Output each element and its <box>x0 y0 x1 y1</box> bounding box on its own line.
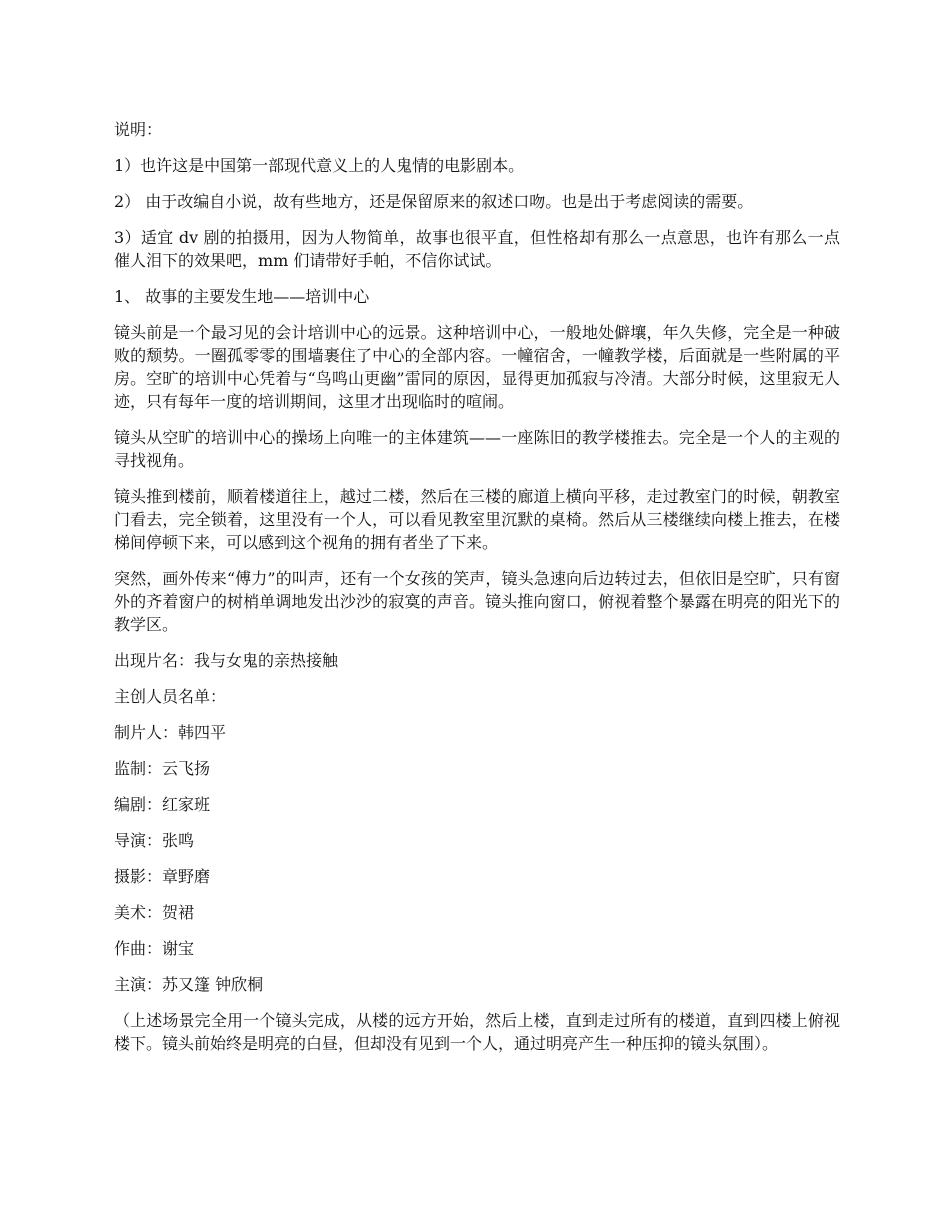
scene-paragraph-2: 镜头从空旷的培训中心的操场上向唯一的主体建筑——一座陈旧的教学楼推去。完全是一个人的主观的寻找视角。 <box>114 428 840 470</box>
scene-paragraph-4: 突然，画外传来“傅力”的叫声，还有一个女孩的笑声，镜头急速向后边转过去，但依旧是空旷，只有窗外的齐着窗户的树梢单调地发出沙沙的寂寞的声音。镜头推向窗口，俯视着整个暴露在明亮的阳光下的教学区。 <box>114 569 840 634</box>
scene-paragraph-1: 镜头前是一个最习见的会计培训中心的远景。这种培训中心，一般地处僻壤，年久失修，完全是一种破败的颓势。一圈孤零零的围墙裹住了中心的全部内容。一幢宿舍，一幢教学楼，后面就是一些附属的平房。空旷的培训中心凭着与“鸟鸣山更幽”雷同的原因，显得更加孤寂与冷清。大部分时候，这里寂无人迹，只有每年一度的培训期间，这里才出现临时的喧闹。 <box>114 323 840 411</box>
note-item-2: 2） 由于改编自小说，故有些地方，还是保留原来的叙述口吻。也是出于考虑阅读的需要。 <box>114 192 754 211</box>
note-item-3: 3）适宜 dv 剧的拍摄用，因为人物简单，故事也很平直，但性格却有那么一点意思，也许有那么一点催人泪下的效果吧，mm 们请带好手帕，不信你试试。 <box>114 228 840 270</box>
note-item-1: 1）也许这是中国第一部现代意义上的人鬼情的电影剧本。 <box>114 156 525 175</box>
credit-cast: 主演：苏又篷 钟欣桐 <box>114 975 264 994</box>
credit-screenwriter: 编剧：红家班 <box>114 795 211 814</box>
credit-art: 美术：贺裙 <box>114 903 195 922</box>
scene-note: （上述场景完全用一个镜头完成，从楼的远方开始，然后上楼，直到走过所有的楼道，直到四楼上俯视楼下。镜头前始终是明亮的白昼，但却没有见到一个人，通过明亮产生一种压抑的镜头氛围）。 <box>114 1011 840 1053</box>
film-title-line: 出现片名：我与女鬼的亲热接触 <box>114 651 339 670</box>
credit-cinematography: 摄影：章野磨 <box>114 867 211 886</box>
note-heading: 说明： <box>114 120 163 139</box>
credit-director: 导演：张鸣 <box>114 831 195 850</box>
credit-producer: 制片人：韩四平 <box>114 723 227 742</box>
scene-paragraph-3: 镜头推到楼前，顺着楼道往上，越过二楼，然后在三楼的廊道上横向平移，走过教室门的时候，朝教室门看去，完全锁着，这里没有一个人，可以看见教室里沉默的桌椅。然后从三楼继续向楼上推去，在楼梯间停顿下来，可以感到这个视角的拥有者坐了下来。 <box>114 487 840 552</box>
document-page <box>114 118 840 1068</box>
section-heading-1: 1、 故事的主要发生地——培训中心 <box>114 287 370 306</box>
credits-heading: 主创人员名单： <box>114 687 227 706</box>
credit-composer: 作曲：谢宝 <box>114 939 195 958</box>
credit-supervisor: 监制：云飞扬 <box>114 759 211 778</box>
